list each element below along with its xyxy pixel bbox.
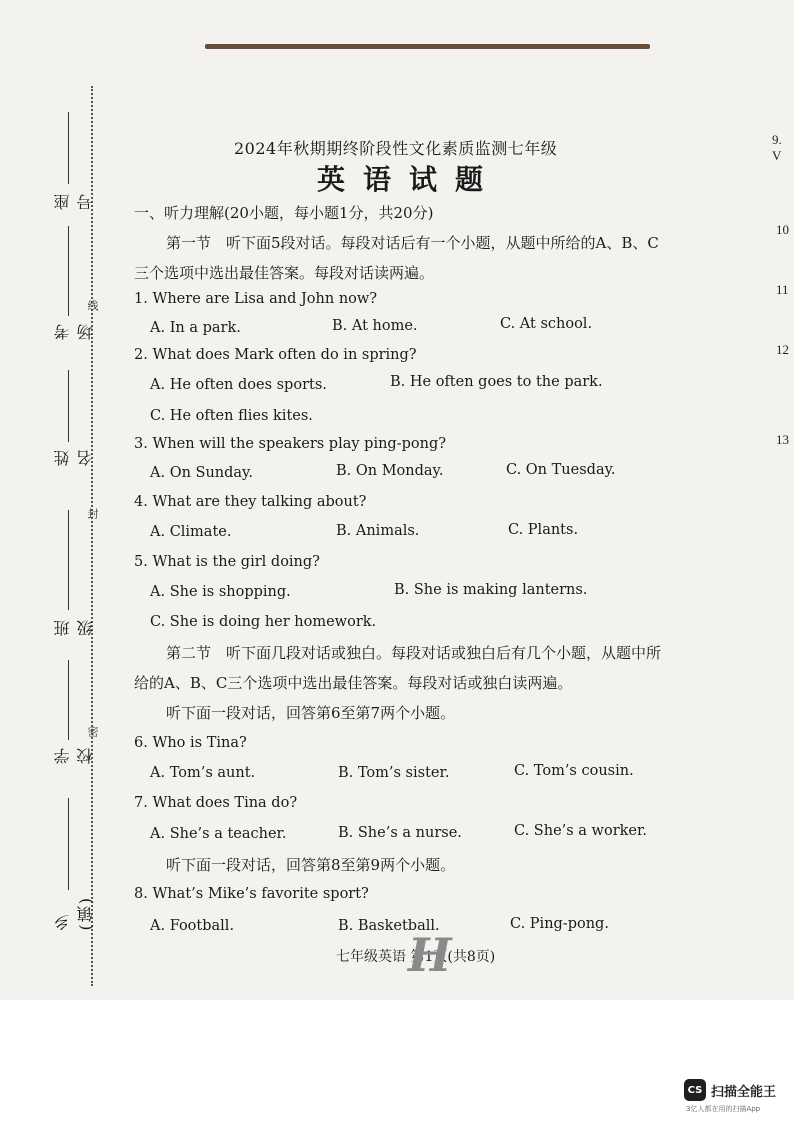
right-edge-number: 10	[776, 222, 789, 237]
town-label: 乡(镇)	[53, 896, 95, 931]
part2-instruction: 第二节 听下面几段对话或独白。每段对话或独白后有几个小题，从题中所	[166, 644, 662, 662]
option-a[interactable]: A. She is shopping.	[150, 584, 291, 600]
part1-instruction: 第一节 听下面5段对话。每段对话后有一个小题，从题中所给的A、B、C	[166, 234, 659, 252]
option-b[interactable]: B. At home.	[332, 318, 418, 334]
option-b[interactable]: B. Tom’s sister.	[338, 765, 450, 781]
class-rule	[68, 510, 69, 610]
option-c[interactable]: C. Plants.	[508, 522, 579, 538]
binding-dotted-line	[91, 86, 93, 986]
binding-char-feng: 封	[86, 508, 99, 519]
right-edge-number: 12	[776, 342, 789, 357]
question-text: 4. What are they talking about?	[134, 494, 367, 510]
question-text: 5. What is the girl doing?	[134, 554, 320, 570]
question-text: 3. When will the speakers play ping-pong?	[134, 436, 447, 452]
option-c[interactable]: C. Tom’s cousin.	[514, 763, 634, 779]
listen-instruction-6-7: 听下面一段对话，回答第6至第7两个小题。	[166, 704, 456, 722]
option-b[interactable]: B. She’s a nurse.	[338, 825, 462, 841]
question-text: 6. Who is Tina?	[134, 735, 247, 751]
camscanner-icon: CS	[684, 1079, 706, 1101]
option-c[interactable]: C. On Tuesday.	[506, 462, 616, 478]
option-a[interactable]: A. On Sunday.	[150, 465, 253, 481]
town-rule	[68, 798, 69, 890]
right-edge-number: 9. V	[772, 132, 782, 163]
name-label: 姓名	[53, 448, 95, 466]
exam-room-rule	[68, 226, 69, 316]
option-c[interactable]: C. She’s a worker.	[514, 823, 647, 839]
option-a[interactable]: A. Tom’s aunt.	[150, 765, 256, 781]
school-rule	[68, 660, 69, 740]
question-text: 1. Where are Lisa and John now?	[134, 291, 378, 307]
seat-label: 座号	[53, 192, 95, 210]
scanner-badge	[684, 1079, 776, 1101]
exam-title: 2024年秋期期终阶段性文化素质监测七年级	[234, 139, 558, 158]
page-footer: 七年级英语 第1页(共8页)	[336, 949, 496, 965]
option-a[interactable]: A. Climate.	[150, 524, 232, 540]
option-b[interactable]: B. She is making lanterns.	[394, 582, 588, 598]
right-edge-number: 13	[776, 432, 789, 447]
seat-rule	[68, 112, 69, 184]
scanner-tagline: 3亿人都在用的扫描App	[686, 1105, 761, 1113]
binding-char-mi: 密	[86, 726, 99, 737]
binding-char-xian: 线	[86, 300, 99, 311]
exam-subject: 英语试题	[317, 163, 502, 196]
option-a[interactable]: A. In a park.	[150, 320, 241, 336]
question-text: 8. What’s Mike’s favorite sport?	[134, 886, 369, 902]
option-a[interactable]: A. Football.	[150, 918, 235, 934]
option-b[interactable]: B. On Monday.	[336, 463, 444, 479]
option-b[interactable]: B. Basketball.	[338, 918, 440, 934]
option-b[interactable]: B. He often goes to the park.	[390, 374, 603, 390]
scanner-name: 扫描全能王	[711, 1084, 777, 1100]
right-edge-number: 11	[776, 282, 789, 297]
option-c[interactable]: C. Ping-pong.	[510, 916, 609, 932]
version-mark: H	[408, 928, 452, 982]
option-a[interactable]: A. He often does sports.	[150, 377, 327, 393]
school-label: 学校	[53, 746, 95, 764]
option-a[interactable]: A. She’s a teacher.	[150, 826, 287, 842]
option-c[interactable]: C. At school.	[500, 316, 593, 332]
top-binding-strip	[205, 44, 650, 49]
section-heading: 一、听力理解(20小题，每小题1分，共20分)	[134, 204, 434, 222]
question-text: 2. What does Mark often do in spring?	[134, 347, 417, 363]
listen-instruction-8-9: 听下面一段对话，回答第8至第9两个小题。	[166, 856, 456, 874]
option-c[interactable]: C. He often flies kites.	[150, 408, 313, 424]
option-b[interactable]: B. Animals.	[336, 523, 420, 539]
name-rule	[68, 370, 69, 442]
part1-instruction-cont: 三个选项中选出最佳答案。每段对话读两遍。	[134, 264, 435, 282]
class-label: 班级	[53, 618, 95, 636]
question-text: 7. What does Tina do?	[134, 795, 298, 811]
part2-instruction-cont: 给的A、B、C三个选项中选出最佳答案。每段对话或独白读两遍。	[134, 674, 573, 692]
option-c[interactable]: C. She is doing her homework.	[150, 614, 377, 630]
exam-room-label: 考场	[53, 322, 95, 340]
